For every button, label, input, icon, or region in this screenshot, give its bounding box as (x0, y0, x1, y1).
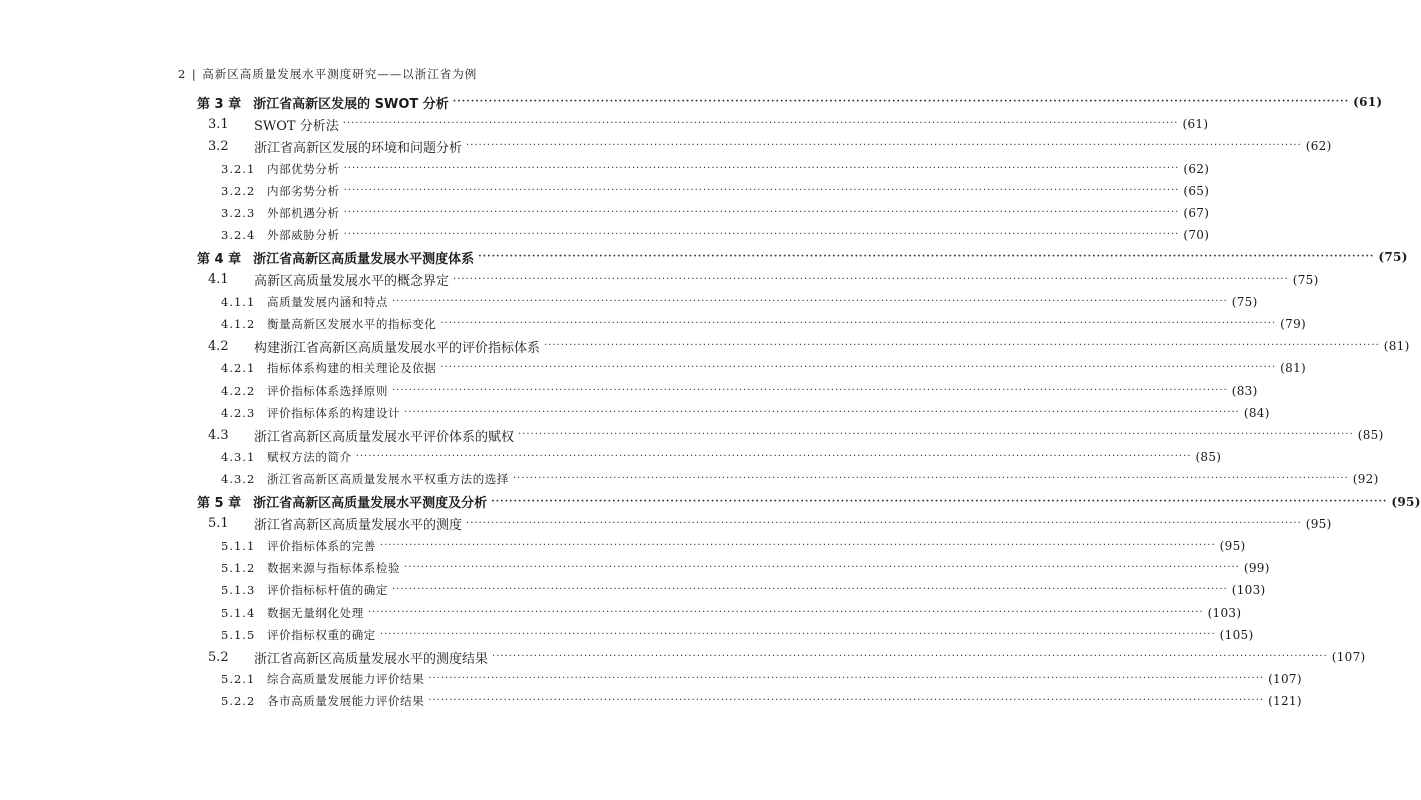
dot-leader: ········································································································································································································ (343, 229, 1180, 241)
toc-entry-title: SWOT 分析法 (254, 118, 339, 134)
toc-entry-label (208, 514, 462, 533)
dot-leader: ········································································································································································································ (343, 162, 1180, 174)
toc-entry-label (221, 538, 376, 554)
toc-entry-title: 浙江省高新区高质量发展水平的测度 (254, 518, 463, 534)
toc-entry-label (208, 337, 540, 356)
toc-entry-label (221, 360, 436, 376)
toc-entry-label (208, 270, 449, 289)
toc-entry-page: (85) (1195, 450, 1222, 465)
toc-entry-number: 3.2.4 (221, 228, 256, 243)
dot-leader: ········································································································································································································ (453, 273, 1289, 285)
toc-entry-page: (99) (1243, 561, 1270, 576)
toc-entry-title: 指标体系构建的相关理论及依据 (267, 361, 437, 376)
toc-entry-number: 5.1.5 (221, 627, 256, 642)
toc-entry-number: 3.2.2 (221, 183, 256, 198)
toc-entry-number: 4.2 (208, 338, 229, 354)
toc-entry-section (208, 136, 1332, 156)
toc-entry-subsection (221, 447, 1222, 467)
toc-entry-subsection (221, 469, 1379, 489)
toc-entry-label (221, 316, 436, 332)
toc-entry-page: (62) (1305, 139, 1332, 154)
toc-entry-subsection (221, 403, 1270, 423)
dot-leader: ········································································································································································································ (518, 429, 1354, 440)
dot-leader: ········································································································································································································ (343, 184, 1180, 196)
dot-leader: ········································································································································································································ (491, 495, 1388, 507)
toc-entry-page: (65) (1183, 183, 1210, 198)
toc-entry-title: 评价指标体系选择原则 (267, 383, 388, 398)
toc-entry-number: 第 5 章 (197, 496, 242, 512)
toc-entry-title: 评价指标体系的构建设计 (267, 405, 401, 420)
dot-leader: ········································································································································································································ (343, 207, 1180, 218)
toc-entry-page: (105) (1219, 627, 1254, 642)
toc-entry-title: 内部优势分析 (267, 161, 340, 176)
toc-entry-number: 5.1.3 (221, 583, 256, 598)
toc-entry-page: (75) (1292, 272, 1319, 287)
toc-entry-page: (107) (1268, 672, 1302, 687)
toc-entry-page: (79) (1280, 317, 1306, 331)
toc-entry-page: (61) (1353, 95, 1383, 109)
toc-entry-title: 浙江省高新区发展的 SWOT 分析 (253, 96, 449, 112)
toc-entry-page: (95) (1391, 494, 1421, 509)
toc-entry-number: 第 4 章 (197, 251, 242, 267)
toc-entry-label (197, 248, 474, 267)
toc-entry-label (197, 93, 449, 112)
toc-entry-label (208, 137, 462, 156)
toc-entry-title: 浙江省高新区高质量发展水平测度体系 (253, 251, 475, 267)
toc-entry-subsection (221, 580, 1266, 600)
toc-entry-label (221, 471, 509, 487)
toc-entry-title: 各市高质量发展能力评价结果 (267, 694, 425, 709)
dot-leader: ········································································································································································································ (428, 673, 1265, 685)
dot-leader: ········································································································································································································ (452, 96, 1350, 107)
toc-entry-title: 数据无量纲化处理 (267, 605, 364, 620)
toc-entry-label (221, 449, 352, 465)
header-separator: | (191, 67, 197, 81)
toc-entry-number: 3.1 (208, 116, 229, 132)
toc-entry-subsection (221, 181, 1210, 201)
toc-entry-number: 5.1.2 (221, 561, 256, 576)
toc-entry-section (208, 114, 1209, 134)
toc-entry-page: (95) (1305, 516, 1332, 531)
toc-entry-section (208, 425, 1384, 445)
toc-entry-title: 数据来源与指标体系检验 (267, 561, 401, 576)
dot-leader: ········································································································································································································ (544, 340, 1380, 352)
toc-entry-title: 构建浙江省高新区高质量发展水平的评价指标体系 (254, 340, 541, 356)
toc-entry-number: 4.2.2 (221, 383, 256, 398)
toc-entry-label (208, 648, 488, 667)
toc-entry-subsection (221, 691, 1302, 711)
dot-leader: ········································································································································································································ (379, 628, 1216, 640)
toc-entry-subsection (221, 625, 1254, 645)
dot-leader: ········································································································································································································ (404, 562, 1240, 574)
toc-entry-label (221, 383, 388, 399)
dot-leader: ········································································································································································································ (513, 473, 1349, 485)
toc-entry-label (208, 426, 514, 445)
toc-entry-label (221, 294, 388, 310)
toc-entry-page: (62) (1183, 161, 1210, 176)
toc-entry-number: 4.3 (208, 427, 229, 443)
toc-entry-title: 综合高质量发展能力评价结果 (267, 672, 425, 687)
dot-leader: ········································································································································································································ (392, 584, 1228, 596)
toc-entry-subsection (221, 558, 1270, 578)
dot-leader: ········································································································································································································ (392, 295, 1228, 307)
toc-entry-page: (83) (1231, 383, 1258, 398)
toc-entry-subsection (221, 603, 1242, 623)
toc-entry-section (208, 514, 1332, 534)
toc-entry-title: 评价指标标杆值的确定 (267, 583, 388, 598)
toc-entry-number: 5.1.1 (221, 539, 256, 553)
toc-entry-title: 评价指标权重的确定 (267, 627, 376, 642)
toc-entry-page: (75) (1378, 250, 1408, 265)
toc-entry-page: (70) (1183, 228, 1210, 243)
dot-leader: ········································································································································································································ (342, 118, 1179, 130)
toc-entry-page: (121) (1268, 694, 1302, 709)
toc-entry-number: 5.1.4 (221, 605, 256, 620)
toc-entry-number: 3.2.1 (221, 161, 256, 176)
toc-entry-title: 浙江省高新区发展的环境和问题分析 (254, 140, 463, 156)
page-number: 2 (178, 67, 186, 81)
toc-entry-number: 4.1.1 (221, 294, 256, 309)
toc-entry-chapter (197, 92, 1383, 112)
toc-entry-number: 4.1.2 (221, 317, 256, 331)
toc-entry-label (208, 115, 339, 134)
toc-entry-title: 高新区高质量发展水平的概念界定 (254, 274, 450, 290)
toc-entry-label (221, 205, 340, 221)
toc-entry-number: 5.2.2 (221, 694, 256, 709)
toc-entry-chapter (197, 247, 1408, 267)
toc-entry-title: 赋权方法的简介 (267, 450, 352, 465)
toc-entry-title: 浙江省高新区高质量发展水平评价体系的赋权 (254, 429, 515, 445)
toc-entry-label (221, 671, 424, 687)
toc-entry-label (221, 693, 424, 709)
toc-entry-number: 4.3.1 (221, 450, 256, 465)
dot-leader: ········································································································································································································ (379, 540, 1216, 551)
dot-leader: ········································································································································································································ (355, 451, 1192, 463)
toc-entry-number: 4.1 (208, 272, 229, 288)
toc-entry-title: 外部威胁分析 (267, 228, 340, 243)
dot-leader: ········································································································································································································ (367, 606, 1204, 618)
toc-entry-page: (61) (1182, 117, 1209, 132)
dot-leader: ········································································································································································································ (440, 318, 1277, 329)
dot-leader: ········································································································································································································ (478, 251, 1375, 263)
toc-entry-label (221, 582, 388, 598)
toc-entry-number: 3.2.3 (221, 206, 256, 220)
toc-entry-subsection (221, 292, 1258, 312)
toc-entry-label (221, 560, 400, 576)
toc-entry-subsection (221, 536, 1246, 556)
toc-entry-page: (75) (1231, 294, 1258, 309)
dot-leader: ········································································································································································································ (428, 695, 1265, 707)
toc-entry-label (221, 405, 400, 421)
toc-entry-page: (85) (1357, 428, 1384, 442)
toc-entry-title: 浙江省高新区高质量发展水平的测度结果 (254, 651, 489, 667)
toc-entry-number: 4.2.1 (221, 361, 256, 376)
toc-entry-label (221, 605, 364, 621)
toc-entry-title: 外部机遇分析 (267, 206, 340, 220)
toc-entry-label (221, 227, 340, 243)
toc-entry-section (208, 270, 1319, 290)
toc-entry-title: 浙江省高新区高质量发展水平测度及分析 (253, 496, 488, 512)
dot-leader: ········································································································································································································ (466, 517, 1302, 529)
toc-entry-subsection (221, 669, 1302, 689)
toc-entry-subsection (221, 381, 1258, 401)
toc-entry-page: (103) (1207, 605, 1242, 620)
toc-entry-section (208, 336, 1410, 356)
toc-entry-subsection (221, 225, 1210, 245)
toc-entry-label (221, 183, 340, 199)
toc-entry-number: 5.2 (208, 649, 229, 665)
toc-entry-page: (95) (1219, 539, 1246, 553)
toc-entry-number: 4.3.2 (221, 472, 256, 487)
toc-entry-title: 评价指标体系的完善 (267, 539, 376, 553)
toc-entry-page: (81) (1280, 361, 1306, 376)
toc-entry-title: 高质量发展内涵和特点 (267, 294, 388, 309)
toc-entry-title: 内部劣势分析 (267, 183, 340, 198)
dot-leader: ········································································································································································································ (440, 362, 1277, 374)
toc-entry-title: 浙江省高新区高质量发展水平权重方法的选择 (267, 472, 509, 487)
toc-entry-label (197, 492, 487, 511)
running-header (178, 64, 618, 84)
toc-entry-page: (92) (1352, 472, 1379, 487)
dot-leader: ········································································································································································································ (392, 384, 1228, 396)
dot-leader: ········································································································································································································ (492, 651, 1328, 662)
toc-entry-number: 5.1 (208, 516, 229, 532)
toc-entry-page: (103) (1231, 583, 1266, 598)
toc-entry-chapter (197, 492, 1421, 512)
toc-entry-label (221, 627, 376, 643)
toc-entry-number: 4.2.3 (221, 405, 256, 420)
toc-entry-number: 5.2.1 (221, 672, 256, 687)
toc-entry-title: 衡量高新区发展水平的指标变化 (267, 317, 437, 331)
toc-entry-section (208, 647, 1366, 667)
book-title: 高新区高质量发展水平测度研究——以浙江省为例 (202, 67, 478, 81)
toc-entry-subsection (221, 203, 1210, 223)
toc-entry-number: 第 3 章 (197, 96, 242, 112)
toc-entry-subsection (221, 314, 1306, 334)
toc-entry-page: (107) (1331, 650, 1366, 664)
toc-entry-page: (84) (1243, 405, 1270, 420)
toc-entry-subsection (221, 358, 1306, 378)
dot-leader: ········································································································································································································ (404, 406, 1240, 418)
toc-entry-page: (67) (1183, 206, 1210, 220)
toc-entry-label (221, 161, 340, 177)
toc-entry-page: (81) (1383, 339, 1410, 354)
toc-entry-number: 3.2 (208, 138, 229, 154)
toc-entry-subsection (221, 159, 1210, 179)
dot-leader: ········································································································································································································ (466, 140, 1302, 152)
